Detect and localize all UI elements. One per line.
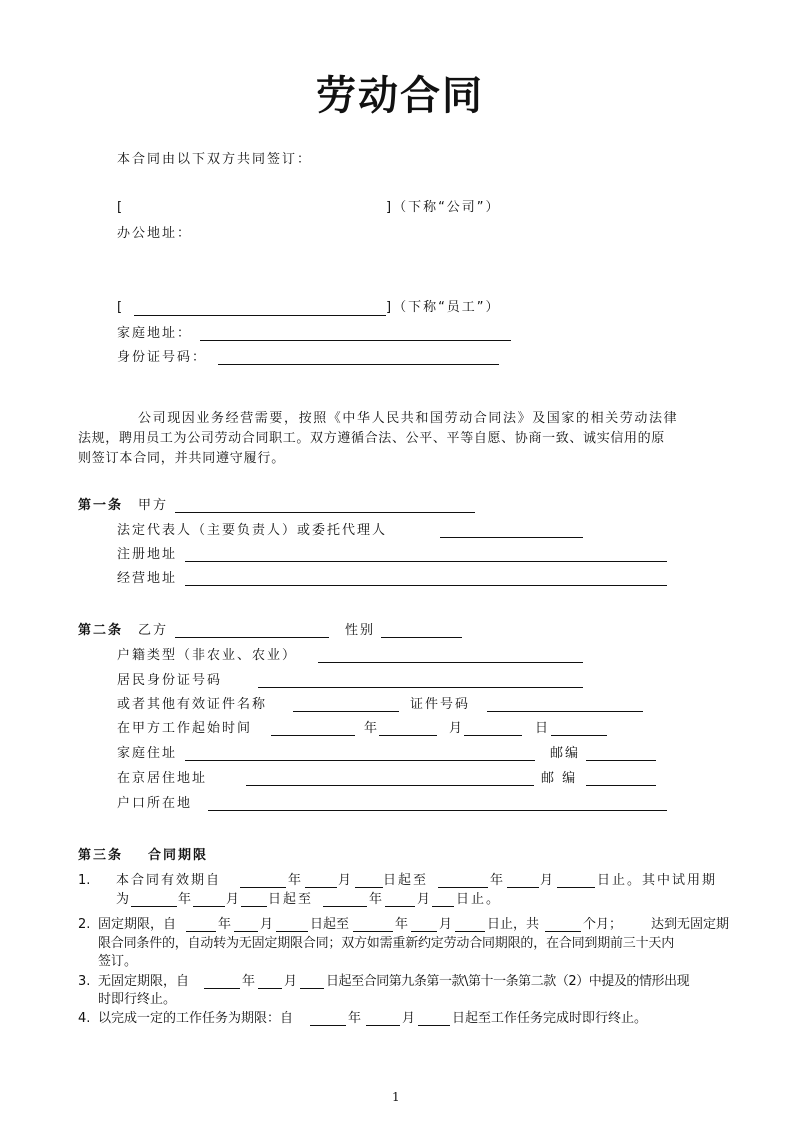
item1-end-month-label: 月	[540, 873, 554, 888]
article2-home-address-label: 家庭住址	[117, 746, 178, 761]
article2-postcode-label: 邮编	[550, 746, 581, 761]
item1-l2-end-month-label: 月	[417, 892, 431, 907]
article2-resident-id-label: 居民身份证号码	[117, 673, 223, 688]
item3-start-month-blank[interactable]	[258, 988, 282, 989]
article2-gender-blank[interactable]	[381, 637, 462, 638]
item4-start-month-blank[interactable]	[366, 1025, 400, 1026]
item1-end-year-label: 年	[490, 873, 504, 888]
item3-start-day-blank[interactable]	[300, 988, 324, 989]
article1-representative-blank[interactable]	[440, 537, 583, 538]
document-title: 劳动合同	[316, 73, 484, 119]
employee-id-blank[interactable]	[218, 364, 499, 365]
item1-start-day-blank[interactable]	[355, 887, 383, 888]
item1-l2-year-label: 年	[178, 892, 192, 907]
preamble-line-1: 公司现因业务经营需要，按照《中华人民共和国劳动合同法》及国家的相关劳动法律	[138, 411, 679, 426]
item1-prob-end-year-blank[interactable]	[323, 906, 367, 907]
item4-start-day-blank[interactable]	[418, 1025, 450, 1026]
item3-text-indefinite: 无固定期限，自	[98, 974, 190, 989]
article2-start-blank[interactable]	[271, 735, 355, 736]
item1-month-label: 月	[338, 873, 352, 888]
item1-start-month-blank[interactable]	[305, 887, 337, 888]
article1-business-address-blank[interactable]	[185, 585, 667, 586]
item3-number: 3.	[78, 974, 91, 989]
article2-party-label: 乙方	[138, 623, 169, 638]
item4-start-year-blank[interactable]	[310, 1025, 346, 1026]
article2-postcode2-blank[interactable]	[586, 785, 656, 786]
item2-end-year-label: 年	[395, 917, 409, 932]
item1-start-year-blank[interactable]	[240, 887, 286, 888]
article2-beijing-address-label: 在京居住地址	[117, 771, 208, 786]
item3-year-label: 年	[242, 974, 256, 989]
article3-title: 合同期限	[148, 848, 209, 863]
item2-text-total: 日止，共	[487, 917, 540, 932]
item1-prob-start-day-blank[interactable]	[241, 906, 267, 907]
employee-bracket-close: ]（下称“员工”）	[386, 300, 501, 315]
item1-end-year-blank[interactable]	[438, 887, 488, 888]
article2-postcode2-label: 邮 编	[541, 771, 578, 786]
item2-end-month-blank[interactable]	[411, 931, 437, 932]
item2-end-day-blank[interactable]	[455, 931, 485, 932]
item3-text-until: 日起至合同第九条第一款\第十一条第二款（2）中提及的情形出现	[326, 974, 690, 989]
employee-bracket-open: [	[117, 300, 123, 315]
item4-number: 4.	[78, 1011, 91, 1026]
article2-year-label: 年	[364, 721, 378, 736]
item2-number: 2.	[78, 917, 91, 932]
article2-household-type-label: 户籍类型（非农业、农业）	[117, 648, 298, 663]
article1-registered-address-blank[interactable]	[185, 561, 667, 562]
preamble-line-3: 则签订本合同，并共同遵守履行。	[78, 451, 286, 466]
item1-l2-wei: 为	[116, 892, 130, 907]
item1-prob-start-month-blank[interactable]	[193, 906, 225, 907]
item1-l2-end-year-label: 年	[369, 892, 383, 907]
item2-end-month-label: 月	[439, 917, 453, 932]
page-number: 1	[392, 1090, 400, 1104]
article1-party-blank[interactable]	[175, 512, 475, 513]
article2-party-blank[interactable]	[175, 637, 329, 638]
intro-text: 本合同由以下双方共同签订：	[117, 152, 313, 167]
item4-text-until: 日起至工作任务完成时即行终止。	[452, 1011, 648, 1026]
item1-end-day-blank[interactable]	[557, 887, 595, 888]
article2-beijing-address-blank[interactable]	[246, 785, 534, 786]
item2-year-label: 年	[218, 917, 232, 932]
item1-number: 1.	[78, 873, 91, 888]
item4-month-label: 月	[402, 1011, 416, 1026]
item1-year-label: 年	[288, 873, 302, 888]
employee-id-label: 身份证号码：	[117, 350, 208, 365]
item2-month-label: 月	[260, 917, 274, 932]
article1-heading: 第一条	[78, 498, 124, 513]
employee-name-blank[interactable]	[134, 315, 386, 316]
article2-day-blank[interactable]	[551, 735, 607, 736]
company-bracket-close: ]（下称“公司”）	[386, 200, 501, 215]
item2-text-reach: 达到无固定期	[651, 917, 730, 932]
item2-start-day-blank[interactable]	[276, 931, 308, 932]
article3-heading: 第三条	[78, 848, 124, 863]
article2-home-address-blank[interactable]	[185, 760, 535, 761]
article2-postcode-blank[interactable]	[586, 760, 656, 761]
item3-start-year-blank[interactable]	[204, 988, 240, 989]
item2-months-label: 个月；	[583, 917, 623, 932]
article2-year-blank[interactable]	[379, 735, 437, 736]
article2-id-no-label: 证件号码	[410, 697, 471, 712]
item1-text-probation: 日止。其中试用期	[597, 873, 718, 888]
article2-month-label: 月	[449, 721, 463, 736]
item1-prob-end-day-blank[interactable]	[432, 906, 454, 907]
article1-party-label: 甲方	[138, 498, 169, 513]
article2-id-no-blank[interactable]	[487, 711, 643, 712]
item3-line-2: 时即行终止。	[98, 992, 177, 1007]
item2-start-year-blank[interactable]	[186, 931, 216, 932]
item2-line-2: 限合同条件的，自动转为无固定期限合同；双方如需重新约定劳动合同期限的，在合同到期前三十天内	[98, 936, 675, 951]
company-bracket-open: [	[117, 200, 123, 215]
article2-hukou-label: 户口所在地	[117, 796, 193, 811]
article1-business-address-label: 经营地址	[117, 571, 178, 586]
article2-gender-label: 性别	[345, 623, 376, 638]
employee-home-address-blank[interactable]	[200, 340, 511, 341]
item2-text-until: 日起至	[310, 917, 350, 932]
item1-l2-end: 日止。	[456, 892, 502, 907]
article2-household-type-blank[interactable]	[318, 662, 583, 663]
item2-text-fixed: 固定期限，自	[98, 917, 177, 932]
article2-hukou-blank[interactable]	[208, 810, 667, 811]
article2-heading: 第二条	[78, 623, 124, 638]
article2-other-id-name-label: 或者其他有效证件名称	[117, 697, 268, 712]
article2-other-id-name-blank[interactable]	[293, 711, 399, 712]
item1-prob-end-month-blank[interactable]	[385, 906, 415, 907]
item2-line-3: 签订。	[98, 954, 138, 969]
article2-day-label: 日	[535, 721, 549, 736]
item1-end-month-blank[interactable]	[507, 887, 539, 888]
article2-month-blank[interactable]	[464, 735, 522, 736]
item2-start-month-blank[interactable]	[234, 931, 258, 932]
employee-home-address-label: 家庭地址：	[117, 326, 193, 341]
item1-l2-month-label: 月	[226, 892, 240, 907]
item4-year-label: 年	[348, 1011, 362, 1026]
item2-end-year-blank[interactable]	[353, 931, 393, 932]
article1-representative-label: 法定代表人（主要负责人）或委托代理人	[117, 523, 388, 538]
item1-prob-start-year-blank[interactable]	[131, 906, 177, 907]
company-address-label: 办公地址：	[117, 226, 193, 241]
item1-text-valid-from: 本合同有效期自	[116, 873, 222, 888]
item4-text-task: 以完成一定的工作任务为期限：自	[98, 1011, 294, 1026]
preamble-line-2: 法规，聘用员工为公司劳动合同职工。双方遵循合法、公平、平等自愿、协商一致、诚实信用的原	[78, 431, 665, 446]
item2-months-blank[interactable]	[545, 931, 581, 932]
article2-start-time-label: 在甲方工作起始时间	[117, 721, 253, 736]
article1-registered-address-label: 注册地址	[117, 547, 178, 562]
item3-month-label: 月	[284, 974, 298, 989]
article2-resident-id-blank[interactable]	[258, 687, 583, 688]
item1-l2-until: 日起至	[268, 892, 314, 907]
item1-text-until: 日起至	[383, 873, 429, 888]
